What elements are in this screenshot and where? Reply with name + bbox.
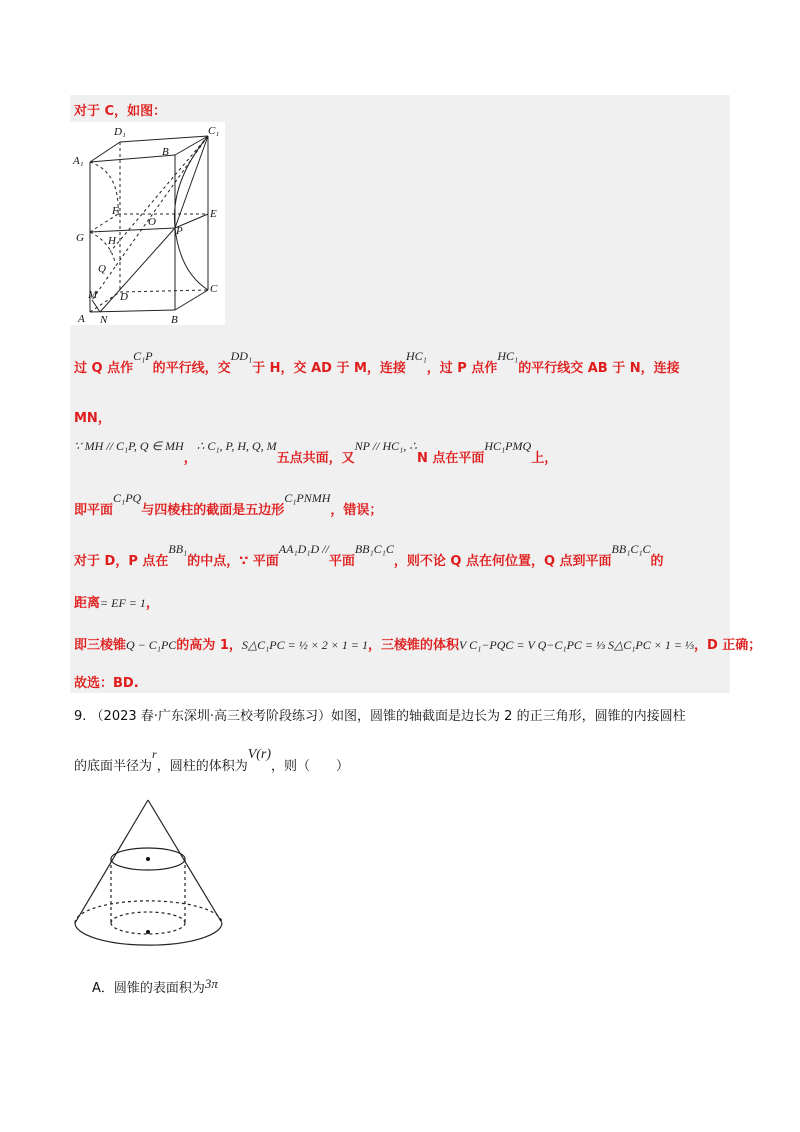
- math-parallel: ∵ MH // C₁P, Q ∈ MH: [74, 439, 184, 453]
- question-number: 9.: [74, 709, 87, 724]
- math-plane: HC₁PMQ: [484, 439, 532, 453]
- text: 上，: [531, 451, 558, 466]
- math-hc1: HC₁: [405, 349, 427, 363]
- text: ，错误；: [330, 503, 383, 518]
- solution-line-1: [74, 349, 680, 376]
- math-points: ∴ C₁, P, H, Q, M: [196, 439, 277, 453]
- math-np-parallel: NP // HC₁, ∴: [354, 439, 417, 453]
- text: 的高为 1，: [176, 638, 242, 653]
- math-bb1: BB₁: [168, 542, 188, 556]
- math-pyramid: Q − C₁PC: [126, 638, 177, 652]
- label-p: P: [176, 225, 183, 237]
- text: ，D 正确；: [693, 638, 762, 653]
- label-g: G: [76, 232, 84, 244]
- solution-c-intro: 对于 C，如图：: [74, 104, 167, 119]
- text: ，则不论 Q 点在何位置，Q 点到平面: [393, 554, 612, 569]
- label-a1: A₁: [73, 155, 84, 167]
- solution-line-6: [74, 592, 159, 611]
- label-f: F: [112, 205, 119, 217]
- question-text: 的底面半径为: [74, 759, 153, 774]
- math-hc1: HC₁: [497, 349, 519, 363]
- text: ，三棱锥的体积: [368, 638, 460, 653]
- label-h: H: [108, 235, 116, 247]
- cone-diagram: [70, 795, 230, 965]
- question-source: （2023 春·广东深圳·高三校考阶段练习）: [90, 709, 332, 724]
- text: 与四棱柱的截面是五边形: [141, 503, 285, 518]
- label-e: E: [210, 208, 217, 220]
- text: 五点共面，又: [276, 451, 355, 466]
- text: N 点在平面: [416, 451, 485, 466]
- text: 距离: [74, 596, 101, 611]
- math-plane-bb1c1c: BB₁C₁C: [611, 542, 651, 556]
- label-o: O: [148, 216, 156, 228]
- math-plane-aa1d1d: AA₁D₁D //: [278, 542, 329, 556]
- text: 的中点，∵ 平面: [187, 554, 279, 569]
- label-m: M: [88, 289, 98, 301]
- label-d1: D₁: [114, 126, 126, 138]
- question-9-line-2: [74, 747, 350, 775]
- math-pentagon: C₁PNMH: [284, 491, 331, 505]
- solution-line-2: MN，: [74, 411, 111, 426]
- prism-diagram: [70, 122, 225, 325]
- math-v-r: V(r): [247, 747, 272, 762]
- solution-line-4: [74, 491, 383, 518]
- text: 即三棱锥: [74, 638, 127, 653]
- text: 对于 D，P 点在: [74, 554, 169, 569]
- question-text: ，则（ ）: [271, 759, 350, 774]
- math-plane-bb1c1c: BB₁C₁C: [354, 542, 394, 556]
- math-area: S△C₁PC = ½ × 2 × 1 = 1: [241, 638, 369, 652]
- label-q: Q: [98, 263, 106, 275]
- solution-line-7: [74, 634, 761, 653]
- question-text: ，圆柱的体积为: [156, 759, 248, 774]
- label-b: B: [171, 314, 178, 325]
- option-a[interactable]: [92, 977, 218, 996]
- text: 过 Q 点作: [74, 361, 134, 376]
- math-r: r: [152, 747, 157, 761]
- math-dd1: DD₁: [230, 349, 253, 363]
- option-a-label: A．圆锥的表面积为: [92, 981, 205, 996]
- text: 的平行线交 AB 于 N，连接: [518, 361, 680, 376]
- text: 的: [650, 554, 664, 569]
- math-c1p: C₁P: [133, 349, 153, 363]
- label-c: C: [210, 283, 218, 295]
- question-9-line-1: [74, 705, 686, 724]
- solution-line-5: [74, 542, 664, 569]
- math-ef: = EF = 1: [100, 596, 146, 610]
- math-c1pq: C₁PQ: [113, 491, 142, 505]
- label-a: A: [78, 313, 85, 325]
- question-text: 如图，圆锥的轴截面是边长为 2 的正三角形，圆锥的内接圆柱: [331, 709, 686, 724]
- option-a-value: 3π: [204, 976, 218, 991]
- solution-answer: 故选：BD.: [74, 676, 139, 691]
- text: 于 H，交 AD 于 M，连接: [252, 361, 406, 376]
- label-d: D: [120, 291, 128, 303]
- text: 即平面: [74, 503, 114, 518]
- text: ，: [145, 596, 159, 611]
- text: ，过 P 点作: [426, 361, 498, 376]
- text: 的平行线，交: [152, 361, 231, 376]
- math-volume: V C₁−PQC = V Q−C₁PC = ⅓ S△C₁PC × 1 = ⅓: [459, 638, 694, 652]
- label-n: N: [100, 314, 108, 325]
- text: 平面: [328, 554, 355, 569]
- label-b1: B: [162, 146, 169, 158]
- text: ，: [183, 451, 197, 466]
- solution-line-3: [74, 439, 558, 466]
- label-c1: C₁: [208, 125, 220, 137]
